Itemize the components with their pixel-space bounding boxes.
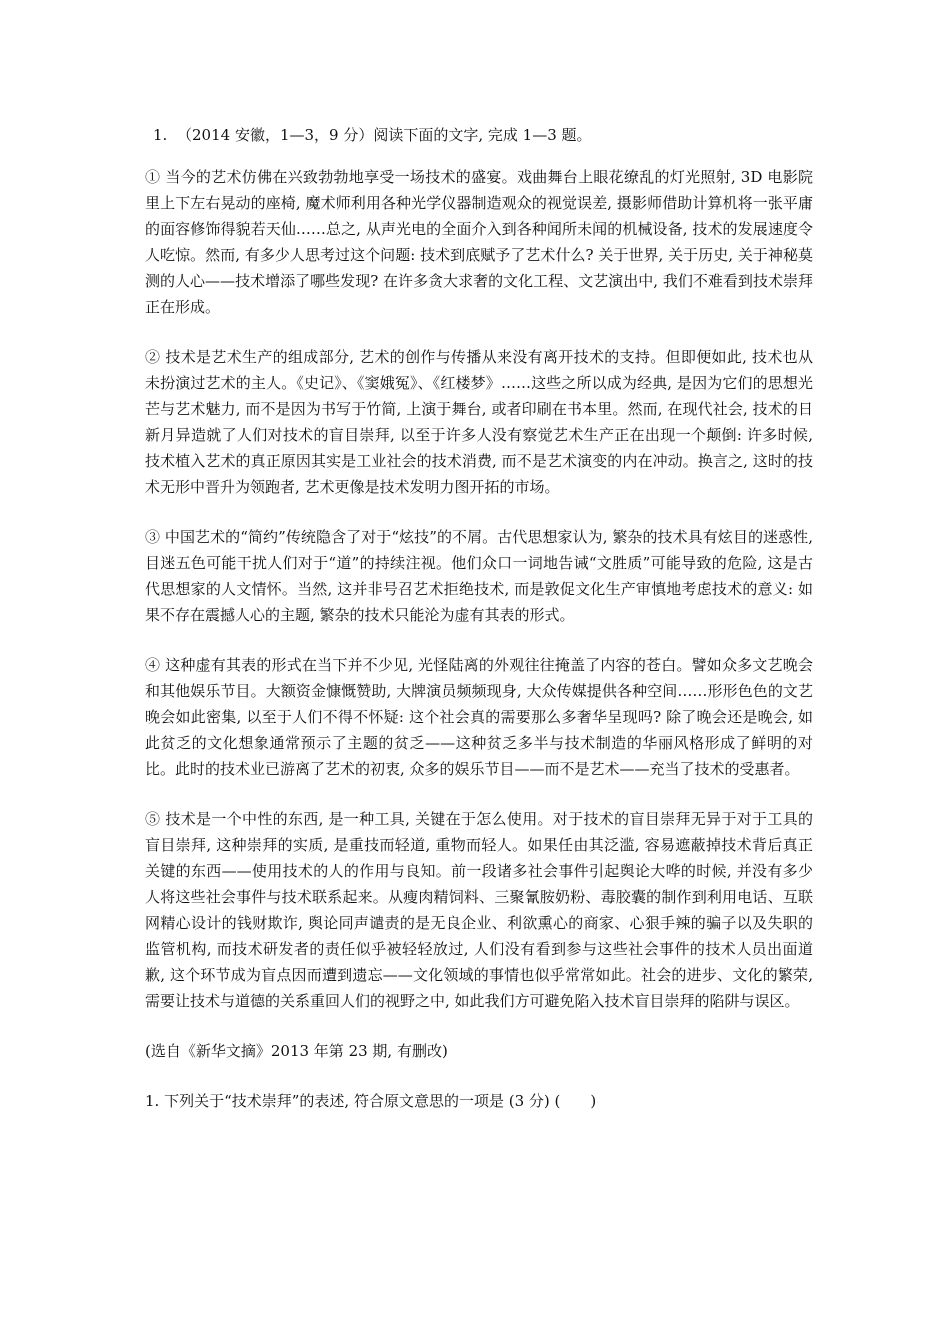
source-citation: (选自《新华文摘》2013 年第 23 期, 有删改) bbox=[145, 1042, 448, 1060]
question-number: 1. bbox=[153, 126, 168, 144]
question-header bbox=[153, 122, 813, 148]
question-header-text: （2014 安徽，1—3，9 分）阅读下面的文字, 完成 1—3 题。 bbox=[177, 126, 592, 144]
sub-question-1: 1. 下列关于“技术崇拜”的表述, 符合原文意思的一项是 (3 分) ( ) bbox=[145, 1092, 597, 1110]
paragraph-2: ② 技术是艺术生产的组成部分, 艺术的创作与传播从来没有离开技术的支持。但即便如此, 技术也从未扮演过艺术的主人。《史记》、《窦娥冤》、《红楼梦》……这些之所以成为经典, 是因为它们的思想光芒与艺术魅力, 而不是因为书写于竹简, 上演于舞台, 或者印刷在书本里。然而, 在现代社会, 技术的日新月异造就了人们对技术的盲目崇拜, 以至于许多人没有察觉艺术生产正在出现一个颠倒: 许多时候, 技术植入艺术的真正原因其实是工业社会的技术消费, 而不是艺术演变的内在冲动。换言之, 这时的技术无形中晋升为领跑者, 艺术更像是技术发明力图开拓的市场。 bbox=[145, 348, 813, 496]
paragraph-5: ⑤ 技术是一个中性的东西, 是一种工具, 关键在于怎么使用。对于技术的盲目崇拜无异于对于工具的盲目崇拜, 这种崇拜的实质, 是重技而轻道, 重物而轻人。如果任由其泛滥, 容易遮蔽掉技术背后真正关键的东西——使用技术的人的作用与良知。前一段诸多社会事件引起舆论大哗的时候, 并没有多少人将这些社会事件与技术联系起来。从瘦肉精饲料、三聚氰胺奶粉、毒胶囊的制作到利用电话、互联网精心设计的钱财欺诈, 舆论同声谴责的是无良企业、利欲熏心的商家、心狠手辣的骗子以及失职的监管机构, 而技术研发者的责任似乎被轻轻放过, 人们没有看到参与这些社会事件的技术人员出面道歉, 这个环节成为盲点因而遭到遗忘——文化领域的事情也似乎常常如此。社会的进步、文化的繁荣, 需要让技术与道德的关系重回人们的视野之中, 如此我们方可避免陷入技术盲目崇拜的陷阱与误区。 bbox=[145, 810, 813, 1010]
document-page bbox=[145, 122, 813, 1114]
paragraph-3: ③ 中国艺术的“简约”传统隐含了对于“炫技”的不屑。古代思想家认为, 繁杂的技术具有炫目的迷惑性, 目迷五色可能干扰人们对于“道”的持续注视。他们众口一词地告诫“文胜质”可能导致的危险, 这是古代思想家的人文情怀。当然, 这并非号召艺术拒绝技术, 而是敦促文化生产审慎地考虑技术的意义: 如果不存在震撼人心的主题, 繁杂的技术只能沦为虚有其表的形式。 bbox=[145, 528, 813, 624]
paragraph-1: ① 当今的艺术仿佛在兴致勃勃地享受一场技术的盛宴。戏曲舞台上眼花缭乱的灯光照射, 3D 电影院里上下左右晃动的座椅, 魔术师利用各种光学仪器制造观众的视觉误差, 摄影师借助计算机将一张平庸的面容修饰得貌若天仙……总之, 从声光电的全面介入到各种闻所未闻的机械设备, 技术的发展速度令人吃惊。然而, 有多少人思考过这个问题: 技术到底赋予了艺术什么? 关于世界, 关于历史, 关于神秘莫测的人心——技术增添了哪些发现? 在许多贪大求奢的文化工程、文艺演出中, 我们不难看到技术崇拜正在形成。 bbox=[145, 168, 813, 316]
paragraph-4: ④ 这种虚有其表的形式在当下并不少见, 光怪陆离的外观往往掩盖了内容的苍白。譬如众多文艺晚会和其他娱乐节目。大额资金慷慨赞助, 大牌演员频频现身, 大众传媒提供各种空间……形形色色的文艺晚会如此密集, 以至于人们不得不怀疑: 这个社会真的需要那么多奢华呈现吗? 除了晚会还是晚会, 如此贫乏的文化想象通常预示了主题的贫乏——这种贫乏多半与技术制造的华丽风格形成了鲜明的对比。此时的技术业已游离了艺术的初衷, 众多的娱乐节目——而不是艺术——充当了技术的受惠者。 bbox=[145, 656, 813, 778]
